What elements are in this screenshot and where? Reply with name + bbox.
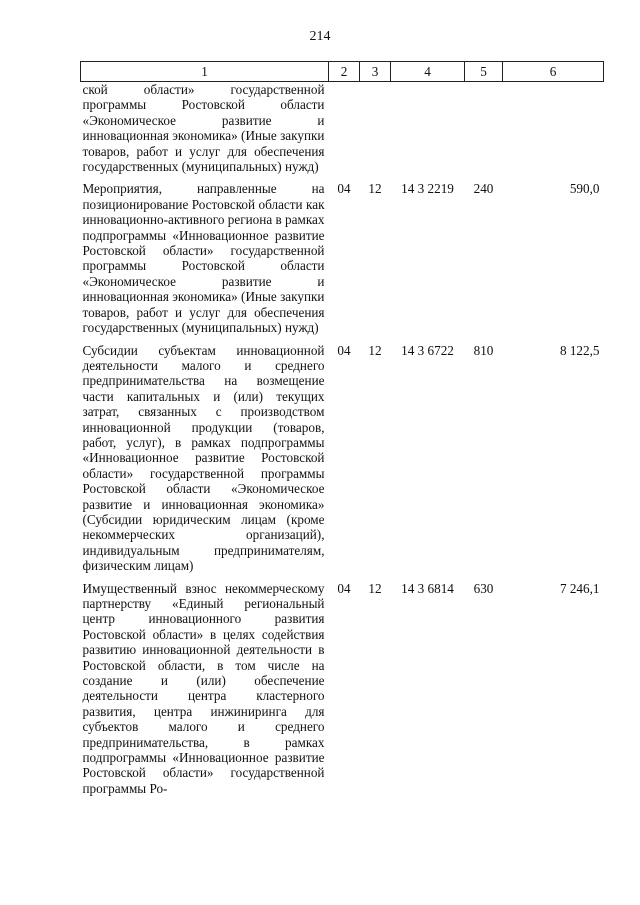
row-pr: 12 (368, 580, 382, 596)
row-csr: 14 3 2219 (401, 181, 454, 197)
row-vr: 810 (473, 342, 494, 358)
row-description: Мероприятия, направленные на позиционирование Ростовской области как инновационно-активного региона в рамках подпрограммы «Инновационное развитие Ростовской области» государственной программы Ростовской области «Экономическое развитие и инновационная экономика» (Иные закупки товаров, работ и услуг для обеспечения государственных (муниципальных) нужд) (82, 181, 325, 336)
table-row (81, 181, 604, 335)
header-col-5: 5 (465, 62, 503, 82)
row-description: Субсидии субъектам инновационной деятельности малого и среднего предпринимательства на возмещение части капитальных и (или) текущих затрат, связанных с производством инновационной продукции (товаров, работ, услуг), в рамках подпрограммы «Инновационное развитие Ростовской области» государственной программы Ростовской области «Экономическое развитие и инновационная экономика» (Субсидии юридическим лицам (кроме некоммерческих организаций), индивидуальным предпринимателям, физическим лицам) (82, 342, 325, 574)
header-col-1: 1 (81, 62, 329, 82)
row-sum: 590,0 (569, 181, 600, 197)
header-col-2: 2 (329, 62, 360, 82)
page-number: 214 (309, 29, 331, 44)
table-row (81, 343, 604, 574)
row-description: Имущественный взнос некоммерческому партнерству «Единый региональный центр инновационного развития Ростовской области» в целях содействия развитию инновационной деятельности в Ростовской области, в том числе на создание и (или) обеспечение деятельности центра кластерного развития, центра инжиниринга для субъектов малого и среднего предпринимательства, в рамках подпрограммы «Инновационное развитие Ростовской области» государственной программы Ро- (82, 580, 325, 796)
header-col-3: 3 (360, 62, 391, 82)
table-header-row (81, 62, 604, 82)
table-row-continuation (81, 82, 604, 175)
row-pr: 12 (368, 342, 382, 358)
row-rz: 04 (337, 580, 351, 596)
header-col-6: 6 (503, 62, 604, 82)
row-vr: 240 (473, 181, 494, 197)
table-row (81, 581, 604, 797)
budget-table (80, 61, 604, 796)
row-csr: 14 3 6814 (401, 580, 454, 596)
row-description: ской области» государственной программы Ростовской области «Экономическое развитие и инновационная экономика» (Иные закупки товаров, работ и услуг для обеспечения государственных (муниципальных) нужд) (82, 82, 325, 175)
row-sum: 7 246,1 (559, 580, 600, 596)
header-col-4: 4 (391, 62, 465, 82)
row-csr: 14 3 6722 (401, 342, 454, 358)
row-vr: 630 (473, 580, 494, 596)
row-rz: 04 (337, 181, 351, 197)
row-sum: 8 122,5 (559, 342, 600, 358)
row-pr: 12 (368, 181, 382, 197)
row-rz: 04 (337, 342, 351, 358)
